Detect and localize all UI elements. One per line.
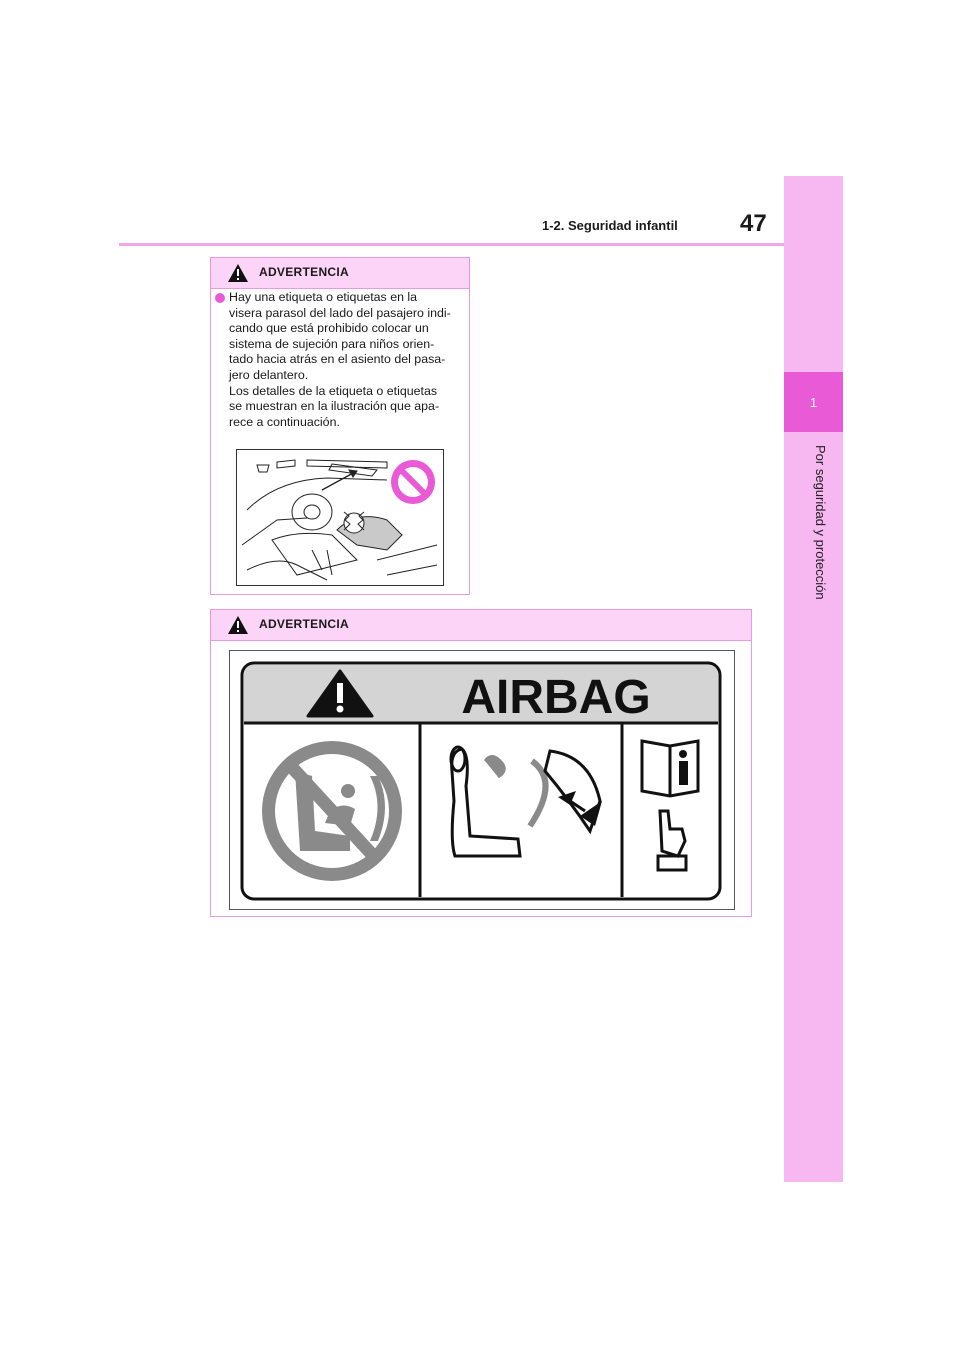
side-tab: [784, 176, 843, 1182]
airbag-label: [230, 651, 734, 909]
sun-visor-illustration: [236, 449, 444, 586]
warning-title: ADVERTENCIA: [259, 617, 349, 631]
warning-header: [211, 258, 469, 289]
airbag-label-illustration: [229, 650, 735, 910]
warning-bullet-text: Hay una etiqueta o etiquetas en la visera parasol del lado del pasajero indi- cando que está prohibido colocar un sistema de sujeción para niños orien- tado hacia atrás en el asiento del pasa- jero delantero. Los detalles de la etiqueta o etiquetas se muestran en la ilustración que apa- rece a continuación.: [229, 290, 451, 429]
header-rule: [119, 243, 784, 246]
airbag-label-text: AIRBAG: [461, 671, 651, 724]
car-interior-drawing: [237, 450, 443, 585]
warning-header: [211, 610, 751, 641]
page-number: 47: [740, 210, 767, 237]
warning-triangle-icon: [227, 263, 249, 283]
warning-triangle-icon: [227, 615, 249, 635]
bullet-icon: [215, 293, 225, 303]
warning-title: ADVERTENCIA: [259, 265, 349, 279]
chapter-title: Por seguridad y protección: [813, 444, 828, 600]
prohibition-icon: [391, 460, 435, 504]
child-seat-icon: [262, 741, 402, 881]
section-title: 1-2. Seguridad infantil: [542, 218, 678, 233]
chapter-number: 1: [809, 394, 818, 410]
